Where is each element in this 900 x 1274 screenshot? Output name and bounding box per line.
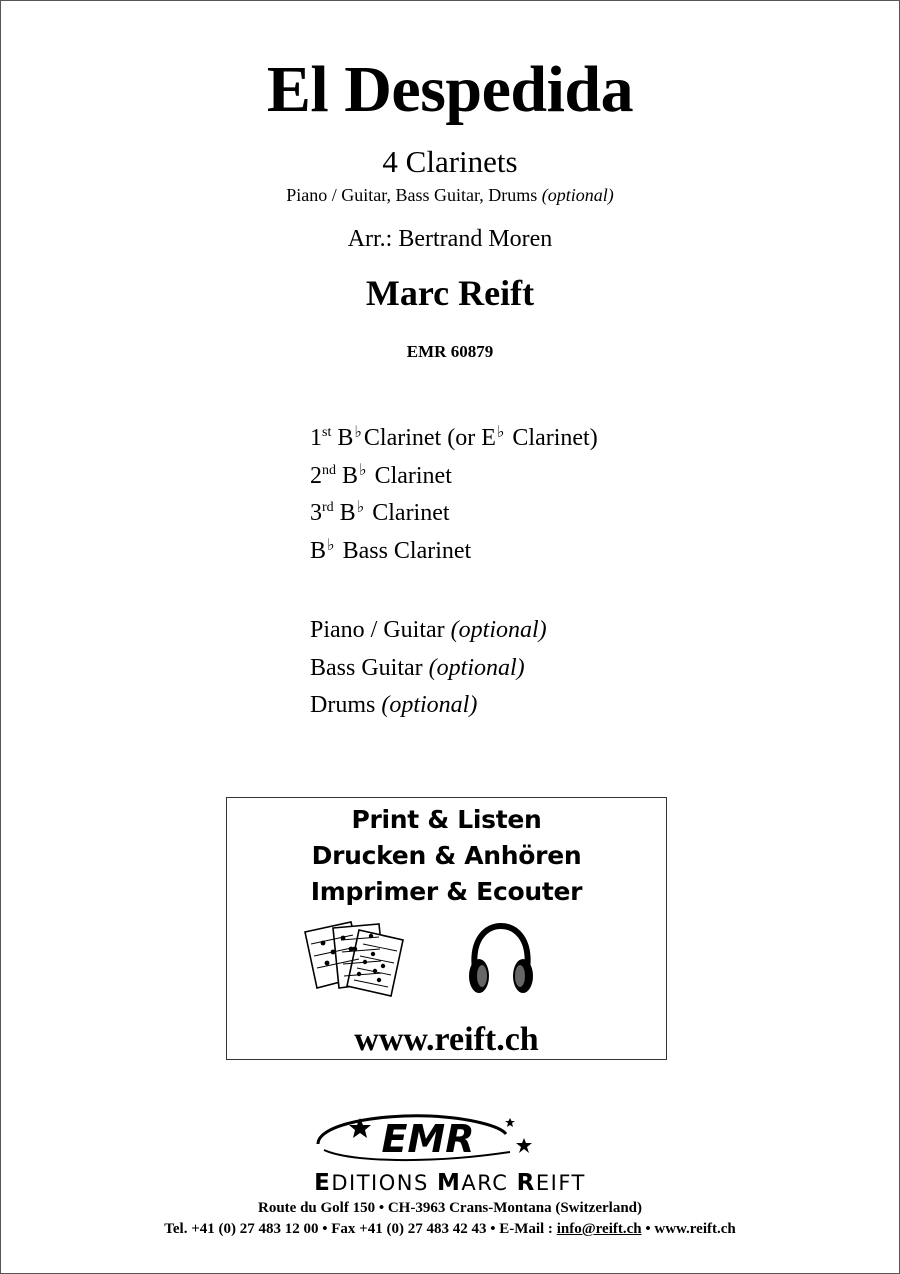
part-label: Clarinet (or E	[363, 425, 496, 451]
arranger: Arr.: Bertrand Moren	[347, 226, 553, 252]
flat-sign-icon: ♭	[327, 536, 335, 554]
website-url[interactable]: www.reift.ch	[354, 1021, 539, 1058]
optional-part-item	[310, 687, 547, 725]
publisher-contact	[0, 1219, 900, 1239]
publisher-name-part: ARC	[461, 1171, 517, 1195]
emr-logo	[310, 1110, 550, 1166]
optional-part-name: Bass Guitar	[310, 654, 423, 681]
part-item	[310, 495, 598, 533]
part-key: B	[310, 537, 327, 564]
flat-sign-icon: ♭	[356, 499, 365, 516]
optional-part-item	[310, 650, 547, 688]
page-title: El Despedida	[266, 53, 634, 126]
part-label: Clarinet	[372, 500, 450, 526]
part-label: Clarinet	[374, 462, 452, 489]
part-label: Bass Clarinet	[342, 537, 472, 564]
instrumentation-main: Piano / Guitar, Bass Guitar, Drums	[286, 185, 538, 205]
part-ordinal-suffix: rd	[322, 500, 334, 515]
email-link[interactable]: info@reift.ch	[556, 1221, 642, 1237]
optional-parts-list	[310, 612, 547, 725]
part-ordinal: 3	[310, 500, 322, 526]
part-item	[310, 420, 598, 458]
flat-sign-icon: ♭	[359, 461, 367, 479]
part-ordinal: 2	[310, 462, 322, 489]
publisher-address: Route du Golf 150 • CH-3963 Crans-Montana (Switzerland)	[258, 1200, 642, 1216]
optional-part-name: Piano / Guitar	[310, 617, 445, 643]
optional-part-note: (optional)	[381, 692, 478, 718]
part-ordinal-suffix: st	[322, 425, 332, 440]
catalog-number: EMR 60879	[406, 342, 494, 361]
headphones-icon	[465, 922, 537, 1000]
sheet-music-icon	[299, 916, 411, 998]
publisher-name-part: DITIONS	[331, 1171, 437, 1195]
parts-list	[310, 420, 598, 570]
publisher-name-part: EIFT	[535, 1171, 586, 1195]
promo-line-fr: Imprimer & Ecouter	[310, 877, 583, 906]
optional-part-note: (optional)	[428, 654, 525, 681]
subtitle: 4 Clarinets	[382, 144, 518, 179]
part-key: B	[337, 425, 354, 451]
composer: Marc Reift	[365, 273, 535, 313]
promo-line-de: Drucken & Anhören	[311, 841, 582, 870]
part-key: B	[342, 462, 359, 489]
part-label: Clarinet)	[512, 425, 598, 451]
contact-website: • www.reift.ch	[641, 1221, 736, 1237]
instrumentation-optional: (optional)	[541, 185, 614, 205]
promo-line-en: Print & Listen	[351, 805, 542, 834]
emr-logo-text: EMR	[381, 1117, 475, 1161]
publisher-name	[0, 1170, 900, 1196]
contact-phone-fax: Tel. +41 (0) 27 483 12 00 • Fax +41 (0) 27 483 42 43 • E-Mail :	[164, 1221, 557, 1237]
flat-sign-icon: ♭	[496, 424, 505, 441]
part-key: B	[339, 500, 356, 526]
instrumentation-line	[0, 183, 900, 207]
optional-part-name: Drums	[310, 692, 376, 718]
part-ordinal: 1	[310, 425, 322, 451]
publisher-name-part: E	[314, 1170, 332, 1196]
part-item	[310, 533, 598, 571]
optional-part-note: (optional)	[450, 617, 547, 643]
optional-part-item	[310, 612, 547, 650]
print-listen-box	[226, 797, 667, 1060]
publisher-name-part: M	[437, 1170, 462, 1196]
part-ordinal-suffix: nd	[322, 462, 336, 478]
part-item	[310, 458, 598, 496]
flat-sign-icon: ♭	[354, 424, 362, 441]
publisher-name-part: R	[516, 1170, 536, 1196]
